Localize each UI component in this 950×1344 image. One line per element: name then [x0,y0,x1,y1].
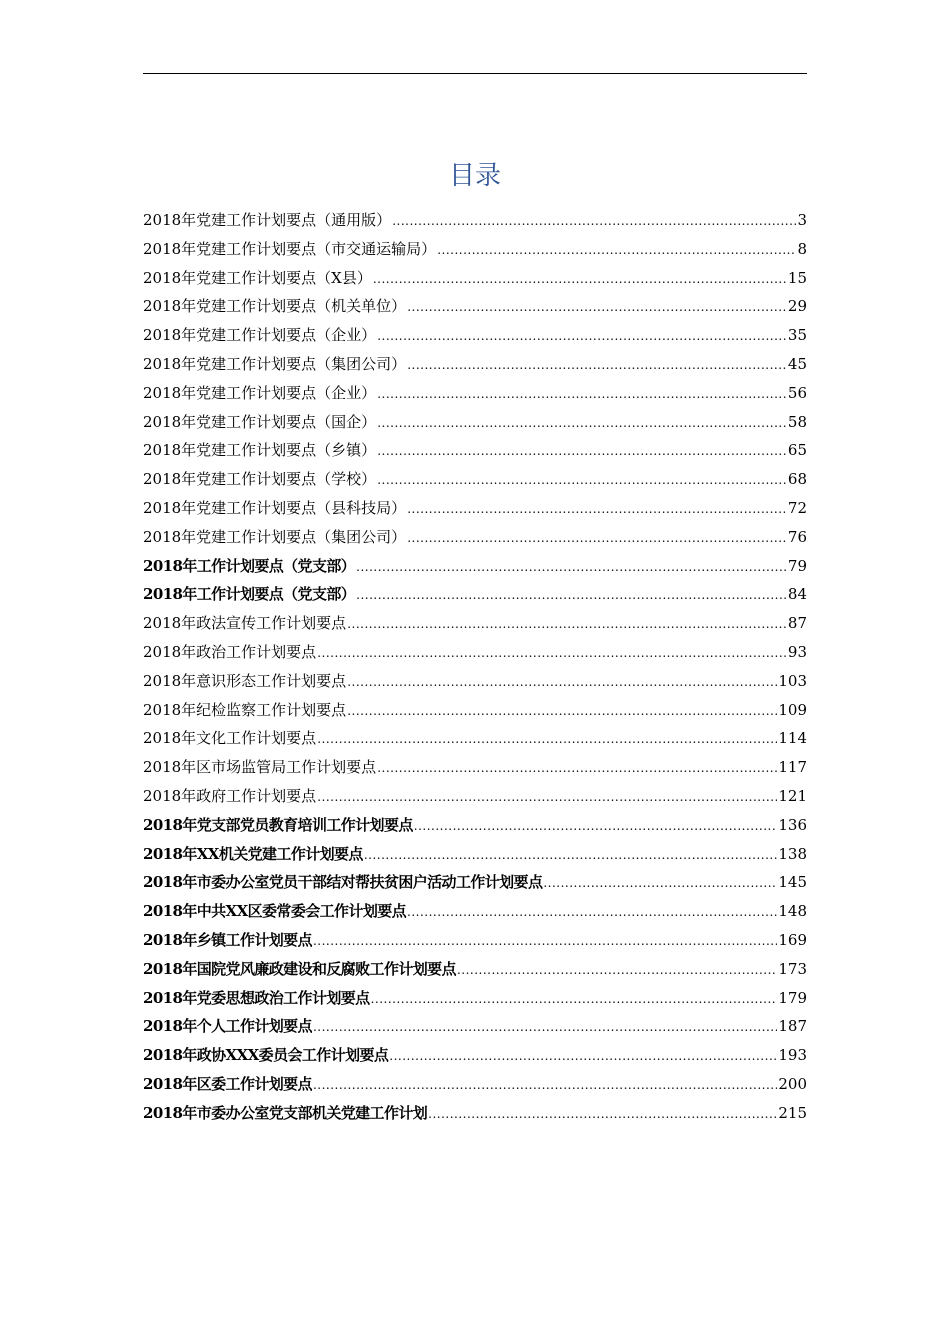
toc-entry-title: 2018年党建工作计划要点（集团公司） [143,354,407,373]
toc-dot-leader [347,697,777,726]
toc-dot-leader [437,236,796,265]
toc-entry-page-number: 68 [787,470,807,489]
toc-entry-title: 2018年政治工作计划要点 [143,642,317,661]
toc-entry-title: 2018年区市场监管局工作计划要点 [143,758,377,777]
toc-entry-page-number: 145 [778,873,807,892]
toc-entry[interactable] [143,926,807,955]
toc-entry-page-number: 173 [778,959,807,978]
toc-entry[interactable] [143,292,807,321]
toc-entry-title: 2018年党建工作计划要点（集团公司） [143,527,407,546]
toc-dot-leader [392,207,796,236]
toc-entry-page-number: 215 [778,1103,807,1122]
header-rule [143,73,807,74]
toc-entry-title: 2018年XX机关党建工作计划要点 [143,844,363,863]
toc-entry-title: 2018年纪检监察工作计划要点 [143,700,347,719]
toc-entry[interactable] [143,1070,807,1099]
toc-entry-page-number: 121 [778,786,807,805]
toc-dot-leader [407,524,787,553]
toc-dot-leader [377,466,787,495]
toc-entry[interactable] [143,696,807,725]
toc-entry[interactable] [143,264,807,293]
toc-entry-page-number: 193 [778,1046,807,1065]
toc-entry-page-number: 87 [787,614,807,633]
toc-entry-title: 2018年党建工作计划要点（市交通运输局） [143,239,437,258]
toc-entry[interactable] [143,408,807,437]
toc-entry-title: 2018年工作计划要点（党支部） [143,585,356,604]
toc-dot-leader [356,553,787,582]
toc-entry-page-number: 15 [787,268,807,287]
toc-dot-leader [377,380,787,409]
toc-dot-leader [377,322,787,351]
toc-entry-title: 2018年意识形态工作计划要点 [143,671,347,690]
toc-entry-title: 2018年党建工作计划要点（机关单位） [143,297,407,316]
toc-dot-leader [389,1042,777,1071]
toc-dot-leader [317,783,777,812]
toc-dot-leader [313,927,777,956]
toc-entry-title: 2018年党支部党员教育培训工作计划要点 [143,815,413,834]
toc-entry-page-number: 84 [787,585,807,604]
toc-entry-title: 2018年政府工作计划要点 [143,786,317,805]
toc-entry-page-number: 29 [787,297,807,316]
toc-dot-leader [428,1100,777,1129]
toc-entry-title: 2018年党建工作计划要点（通用版） [143,211,392,229]
toc-entry[interactable] [143,897,807,926]
toc-entry-page-number: 8 [797,239,807,258]
toc-entry[interactable] [143,580,807,609]
toc-entry-title: 2018年党建工作计划要点（学校） [143,470,377,489]
toc-entry-title: 2018年党建工作计划要点（国企） [143,412,377,431]
toc-entry[interactable] [143,523,807,552]
toc-entry-page-number: 187 [778,1017,807,1036]
toc-entry-page-number: 56 [787,383,807,402]
toc-dot-leader [347,668,777,697]
toc-entry-title: 2018年中共XX区委常委会工作计划要点 [143,902,407,921]
toc-entry[interactable] [143,1012,807,1041]
toc-entry-page-number: 103 [778,671,807,690]
toc-entry-title: 2018年工作计划要点（党支部） [143,556,356,575]
toc-entry-page-number: 45 [787,354,807,373]
toc-entry-title: 2018年政协XXX委员会工作计划要点 [143,1046,389,1065]
toc-entry[interactable] [143,494,807,523]
toc-entry-title: 2018年市委办公室党员干部结对帮扶贫困户活动工作计划要点 [143,873,543,892]
toc-dot-leader [317,725,777,754]
toc-entry-page-number: 117 [778,758,807,777]
toc-entry[interactable] [143,724,807,753]
toc-dot-leader [377,437,787,466]
toc-dot-leader [313,1071,777,1100]
toc-dot-leader [317,639,787,668]
toc-dot-leader [407,898,777,927]
toc-entry-page-number: 72 [787,498,807,517]
toc-entry-title: 2018年政法宣传工作计划要点 [143,614,347,633]
toc-entry[interactable] [143,868,807,897]
toc-entry[interactable] [143,350,807,379]
toc-entry[interactable] [143,609,807,638]
toc-entry-title: 2018年党建工作计划要点（企业） [143,383,377,402]
toc-dot-leader [377,754,777,783]
toc-entry[interactable] [143,667,807,696]
toc-entry-page-number: 35 [787,326,807,345]
toc-entry-title: 2018年党建工作计划要点（企业） [143,326,377,345]
toc-entry[interactable] [143,753,807,782]
toc-dot-leader [373,265,787,294]
toc-entry[interactable] [143,782,807,811]
toc-entry[interactable] [143,379,807,408]
toc-dot-leader [543,869,777,898]
toc-dot-leader [371,985,778,1014]
toc-entry-page-number: 109 [778,700,807,719]
toc-entry-title: 2018年党委思想政治工作计划要点 [143,988,370,1007]
toc-dot-leader [347,610,787,639]
toc-entry-page-number: 114 [778,729,807,748]
toc-entry-title: 2018年乡镇工作计划要点 [143,930,312,949]
toc-entry-page-number: 148 [778,902,807,921]
toc-entry[interactable] [143,984,807,1013]
toc-entry-page-number: 93 [787,642,807,661]
toc-entry[interactable] [143,840,807,869]
toc-entry[interactable] [143,811,807,840]
toc-list [143,206,807,1128]
toc-entry-title: 2018年区委工作计划要点 [143,1074,312,1093]
toc-entry-page-number: 136 [778,815,807,834]
toc-title: 目录 [448,161,501,191]
toc-entry-page-number: 169 [778,930,807,949]
toc-entry[interactable] [143,955,807,984]
toc-entry-title: 2018年党建工作计划要点（乡镇） [143,441,377,460]
toc-entry-title: 2018年市委办公室党支部机关党建工作计划 [143,1103,428,1122]
toc-entry[interactable] [143,1099,807,1128]
toc-dot-leader [407,351,787,380]
toc-entry-page-number: 65 [787,441,807,460]
toc-entry[interactable] [143,206,807,235]
toc-dot-leader [407,293,787,322]
toc-entry-title: 2018年党建工作计划要点（X县） [143,268,372,287]
toc-dot-leader [407,495,787,524]
toc-entry[interactable] [143,552,807,581]
toc-entry[interactable] [143,465,807,494]
toc-entry-title: 2018年国院党风廉政建设和反腐败工作计划要点 [143,959,456,978]
toc-dot-leader [457,956,777,985]
toc-entry-page-number: 200 [778,1074,807,1093]
toc-entry[interactable] [143,1041,807,1070]
toc-entry-title: 2018年个人工作计划要点 [143,1017,312,1036]
toc-dot-leader [313,1013,777,1042]
toc-dot-leader [356,581,787,610]
toc-entry[interactable] [143,321,807,350]
toc-entry[interactable] [143,436,807,465]
toc-entry-page-number: 179 [778,988,807,1007]
toc-entry[interactable] [143,235,807,264]
toc-dot-leader [364,841,778,870]
toc-dot-leader [414,812,778,841]
toc-dot-leader [377,409,787,438]
toc-entry-page-number: 3 [797,211,807,229]
toc-entry-page-number: 138 [778,844,807,863]
toc-entry-page-number: 76 [787,527,807,546]
toc-entry-page-number: 58 [787,412,807,431]
toc-entry[interactable] [143,638,807,667]
toc-entry-title: 2018年文化工作计划要点 [143,729,317,748]
toc-entry-page-number: 79 [787,556,807,575]
toc-entry-title: 2018年党建工作计划要点（县科技局） [143,498,407,517]
